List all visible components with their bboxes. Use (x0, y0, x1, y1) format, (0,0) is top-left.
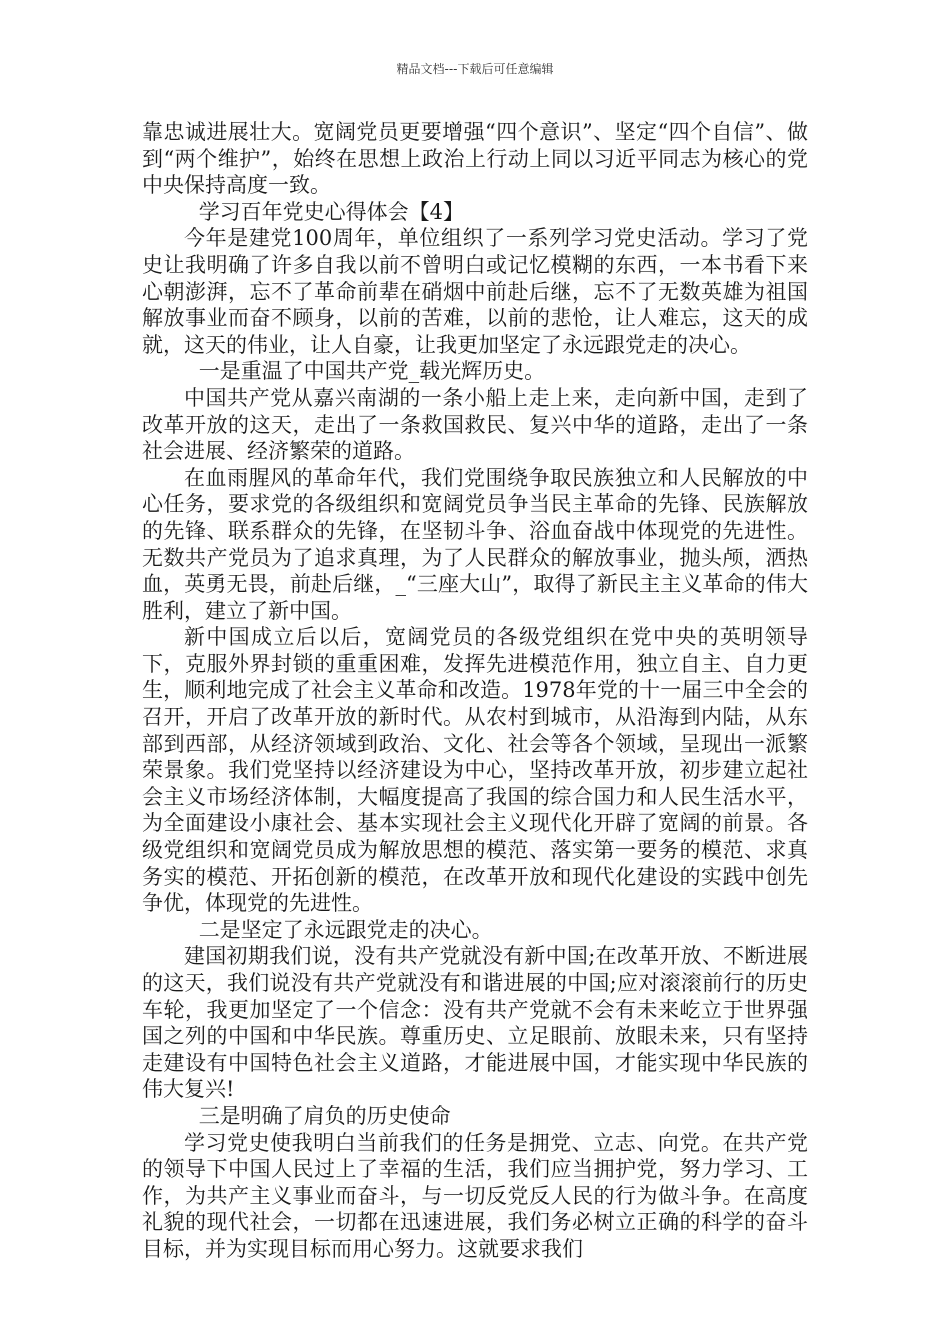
paragraph-continuation: 靠忠诚进展壮大。宽阔党员更要增强“四个意识”、坚定“四个自信”、做到“两个维护”，始终在思想上政治上行动上同以习近平同志为核心的党中央保持高度一致。 (142, 120, 808, 198)
subheading-one: 一是重温了中国共产党_载光辉历史。 (198, 359, 546, 384)
page-header: 精品文档---下载后可任意编辑 (396, 62, 554, 76)
subheading-three: 三是明确了肩负的历史使命 (198, 1103, 451, 1128)
paragraph: 建国初期我们说，没有共产党就没有新中国;在改革开放、不断进展的这天，我们说没有共产党就没有和谐进展的中国;应对滚滚前行的历史车轮，我更加坚定了一个信念：没有共产党就不会有未来屹立于世界强国之列的中国和中华民族。尊重历史、立足眼前、放眼未来，只有坚持走建设有中国特色社会主义道路，才能进展中国，才能实现中华民族的伟大复兴! (142, 944, 808, 1102)
section-title: 学习百年党史心得体会【4】 (198, 199, 465, 224)
paragraph-intro: 今年是建党100周年，单位组织了一系列学习党史活动。学习了党史让我明确了许多自我以前不曾明白或记忆模糊的东西，一本书看下来心朝澎湃，忘不了革命前辈在硝烟中前赴后继，忘不了无数英雄为祖国解放事业而奋不顾身，以前的苦难，以前的悲怆，让人难忘，这天的成就，这天的伟业，让人自豪，让我更加坚定了永远跟党走的决心。 (142, 226, 808, 357)
paragraph: 中国共产党从嘉兴南湖的一条小船上走上来，走向新中国，走到了改革开放的这天，走出了一条救国救民、复兴中华的道路，走出了一条社会进展、经济繁荣的道路。 (142, 385, 808, 464)
paragraph: 新中国成立后以后，宽阔党员的各级党组织在党中央的英明领导下，克服外界封锁的重重困难，发挥先进模范作用，独立自主、自力更生，顺利地完成了社会主义革命和改造。1978年党的十一届三中全会的召开，开启了改革开放的新时代。从农村到城市，从沿海到内陆，从东部到西部，从经济领域到政治、文化、社会等各个领域，呈现出一派繁荣景象。我们党坚持以经济建设为中心，坚持改革开放，初步建立起社会主义市场经济体制，大幅度提高了我国的综合国力和人民生活水平，为全面建设小康社会、基本实现社会主义现代化开辟了宽阔的前景。各级党组织和宽阔党员成为解放思想的模范、落实第一要务的模范、求真务实的模范、开拓创新的模范，在改革开放和现代化建设的实践中创先争优，体现党的先进性。 (142, 625, 808, 916)
paragraph: 在血雨腥风的革命年代，我们党围绕争取民族独立和人民解放的中心任务，要求党的各级组织和宽阔党员争当民主革命的先锋、民族解放的先锋、联系群众的先锋，在坚韧斗争、浴血奋战中体现党的先进性。无数共产党员为了追求真理，为了人民群众的解放事业，抛头颅，洒热血，英勇无畏，前赴后继，_“三座大山”，取得了新民主主义革命的伟大胜利，建立了新中国。 (142, 465, 808, 623)
subheading-two: 二是坚定了永远跟党走的决心。 (198, 917, 493, 942)
document-body (142, 119, 808, 1263)
paragraph: 学习党史使我明白当前我们的任务是拥党、立志、向党。在共产党的领导下中国人民过上了幸福的生活，我们应当拥护党，努力学习、工作，为共产主义事业而奋斗，与一切反党反人民的行为做斗争。在高度礼貌的现代社会，一切都在迅速进展，我们务必树立正确的科学的奋斗目标，并为实现目标而用心努力。这就要求我们 (142, 1130, 808, 1261)
